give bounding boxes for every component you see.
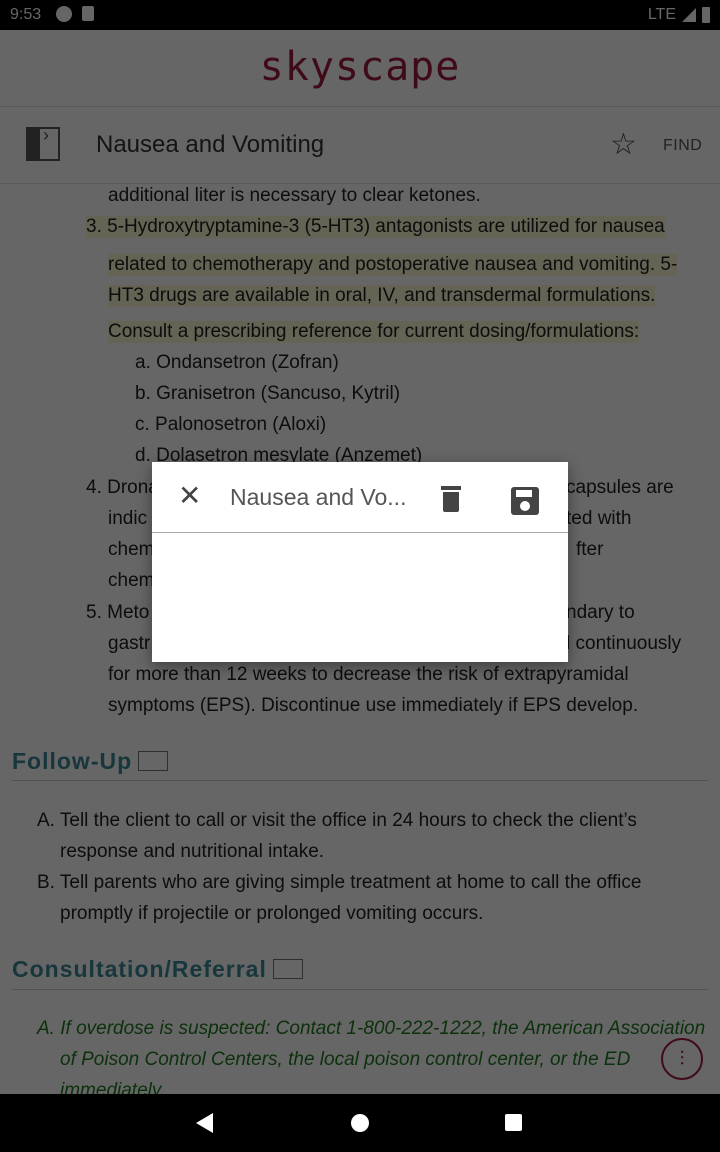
dialog-header: [152, 462, 568, 533]
close-icon[interactable]: ✕: [178, 480, 202, 511]
trash-icon[interactable]: [441, 486, 461, 514]
recent-apps-icon[interactable]: [505, 1114, 522, 1131]
save-icon[interactable]: [511, 487, 539, 515]
note-text-area[interactable]: [152, 533, 568, 662]
navigation-bar: [0, 1094, 720, 1152]
back-icon[interactable]: [196, 1113, 213, 1133]
dialog-title: Nausea and Vo...: [230, 484, 407, 510]
note-dialog: [152, 462, 568, 662]
home-icon[interactable]: [351, 1114, 369, 1132]
